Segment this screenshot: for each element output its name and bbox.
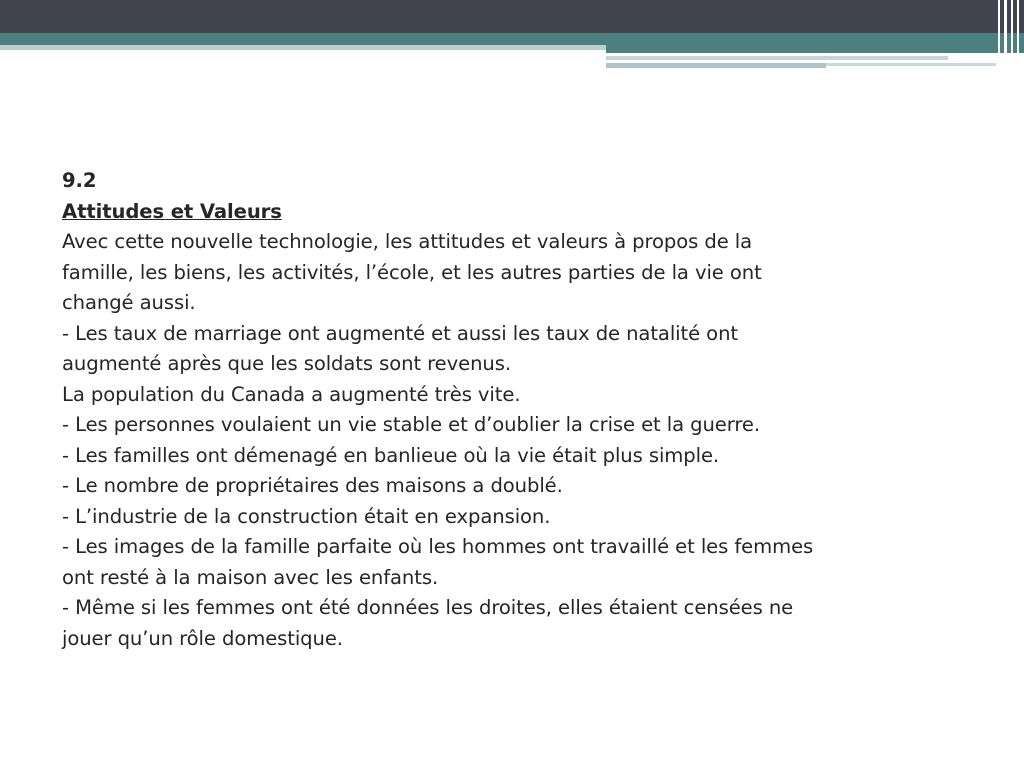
body-line: Avec cette nouvelle technologie, les attitudes et valeurs à propos de la [62, 230, 753, 253]
body-line: La population du Canada a augmenté très vite. [62, 382, 521, 406]
body-line: famille, les biens, les activités, l’école, et les autres parties de la vie ont [62, 260, 762, 284]
body-line: augmenté après que les soldats sont revenus. [62, 352, 511, 375]
body-line: changé aussi. [62, 291, 196, 314]
slide-body [62, 166, 962, 654]
header-teal-band-right [606, 45, 1024, 53]
body-line: ont resté à la maison avec les enfants. [62, 565, 439, 589]
body-line: - Les taux de marriage ont augmenté et aussi les taux de natalité ont [62, 321, 738, 345]
body-line: - Les images de la famille parfaite où les hommes ont travaillé et les femmes [62, 535, 814, 558]
body-line: - Les familles ont démenagé en banlieue où la vie était plus simple. [62, 443, 720, 467]
body-line: jouer qu’un rôle domestique. [62, 626, 343, 650]
header-light-strip [826, 63, 996, 66]
header-dark-band [0, 0, 1024, 33]
header-vertical-stripes [994, 0, 1024, 70]
body-line: - Les personnes voulaient un vie stable et d’oublier la crise et la guerre. [62, 413, 760, 436]
header-vertical-stripe [1017, 0, 1019, 70]
header-light-band-left [0, 45, 606, 50]
header-vertical-stripe [998, 0, 1000, 70]
header-vertical-stripe [1011, 0, 1013, 70]
section-heading: Attitudes et Valeurs [62, 199, 282, 223]
body-line: - Le nombre de propriétaires des maisons a doublé. [62, 474, 563, 497]
header-vertical-stripe [1004, 0, 1007, 70]
body-line: - L’industrie de la construction était en expansion. [62, 504, 551, 528]
header-teal-band [0, 33, 1024, 45]
header-light-strip [606, 63, 826, 68]
section-number: 9.2 [62, 169, 97, 192]
header-light-strip [606, 56, 948, 60]
body-line: - Même si les femmes ont été données les droites, elles étaient censées ne [62, 596, 794, 619]
